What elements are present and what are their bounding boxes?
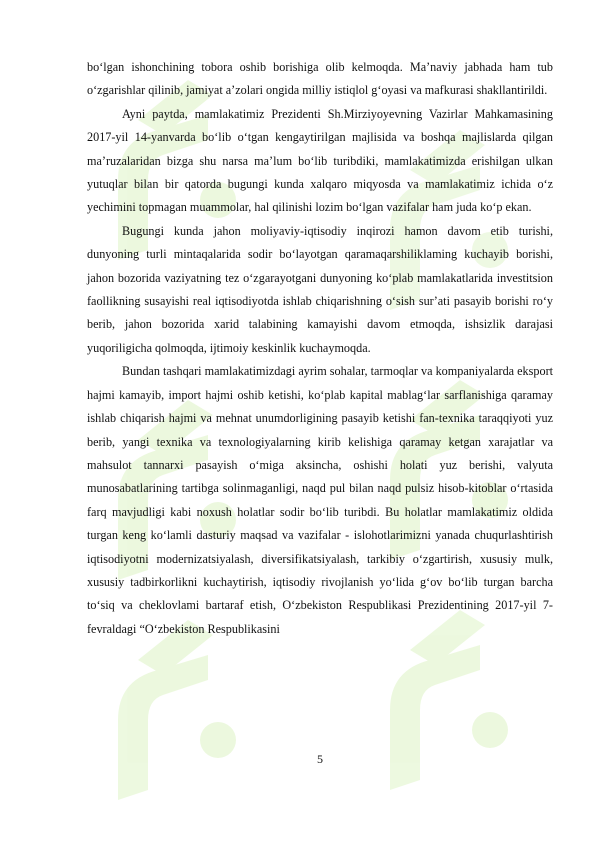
- page-number: 5: [317, 752, 323, 766]
- paragraph: Bundan tashqari mamlakatimizdagi ayrim sohalar, tarmoqlar va kompaniyalarda eksport hajmi kamayib, import hajmi oshib ketishi, koʻplab kapital mablagʻlar sarflanishiga qaramay ishlab chiqarish hajmi va mehnat unumdorligining pasayib ketishi fan-texnika taraqqiyoti yuz berib, yangi texnika va texnologiyalarning kirib kelishiga qaramay ketgan xarajatlar va mahsulot tannarxi pasayish oʻmiga aksincha, oshishi holati yuz berishi, valyuta munosabatlarining tartibga solinmaganligi, naqd pul bilan naqd pulsiz hisob-kitoblar oʻrtasida farq mavjudligi kabi noxush holatlar sodir boʻlib turibdi. Bu holatlar mamlakatimiz oldida turgan keng koʻlamli dasturiy maqsad va vazifalar - islohotlarimizni yanada chuqurlashtirish iqtisodiyotni modernizatsiyalash, diversifikatsiyalash, tarkibiy oʻzgartirish, xususiy mulk, xususiy tadbirkorlikni kuchaytirish, iqtisodiy rivojlanish yoʻlida gʻov boʻlib turgan barcha toʻsiq va cheklovlami bartaraf etish, Oʻzbekiston Respublikasi Prezidentining 2017-yil 7-fevraldagi “Oʻzbekiston Respublikasini: [87, 364, 554, 636]
- paragraph: Ayni paytda, mamlakatimiz Prezidenti Sh.Mirziyoyevning Vazirlar Mahkamasining 2017-yil 14-yanvarda boʻlib oʻtgan kengaytirilgan majlisida va boshqa majlislarda qilgan maʼruzalaridan bizga shu narsa maʼlum boʻlib turibdiki, mamlakatimizda erishilgan ulkan yutuqlar bilan bir qatorda bugungi kunda xalqaro miqyosda va mamlakatimiz ichida oʻz yechimini topmagan muammolar, hal qilinishi lozim boʻlgan vazifalar ham juda koʻp ekan.: [87, 106, 553, 215]
- page-body: [87, 56, 553, 641]
- paragraph: Bugungi kunda jahon moliyaviy-iqtisodiy inqirozi hamon davom etib turishi, dunyoning turli mintaqalarida sodir boʻlayotgan qaramaqarshiliklaming kuchayib borishi, jahon bozorida vaziyatning tez oʻzgarayotgani dunyoning koʻplab mamlakatlarida investitsion faollikning susayishi real iqtisodiyotda ishlab chiqarishning oʻsish surʼati pasayib borishi roʻy berib, jahon bozorida xarid talabining kamayishi davom etmoqda, ishsizlik darajasi yuqoriligicha qolmoqda, ijtimoiy keskinlik kuchaymoqda.: [87, 223, 553, 355]
- paragraph-continuation: boʻlgan ishonchining tobora oshib borishiga olib kelmoqda. Maʼnaviy jabhada ham tub oʻzgarishlar qilinib, jamiyat aʼzolari ongida milliy istiqlol gʻoyasi va mafkurasi shakllantirildi.: [87, 60, 553, 98]
